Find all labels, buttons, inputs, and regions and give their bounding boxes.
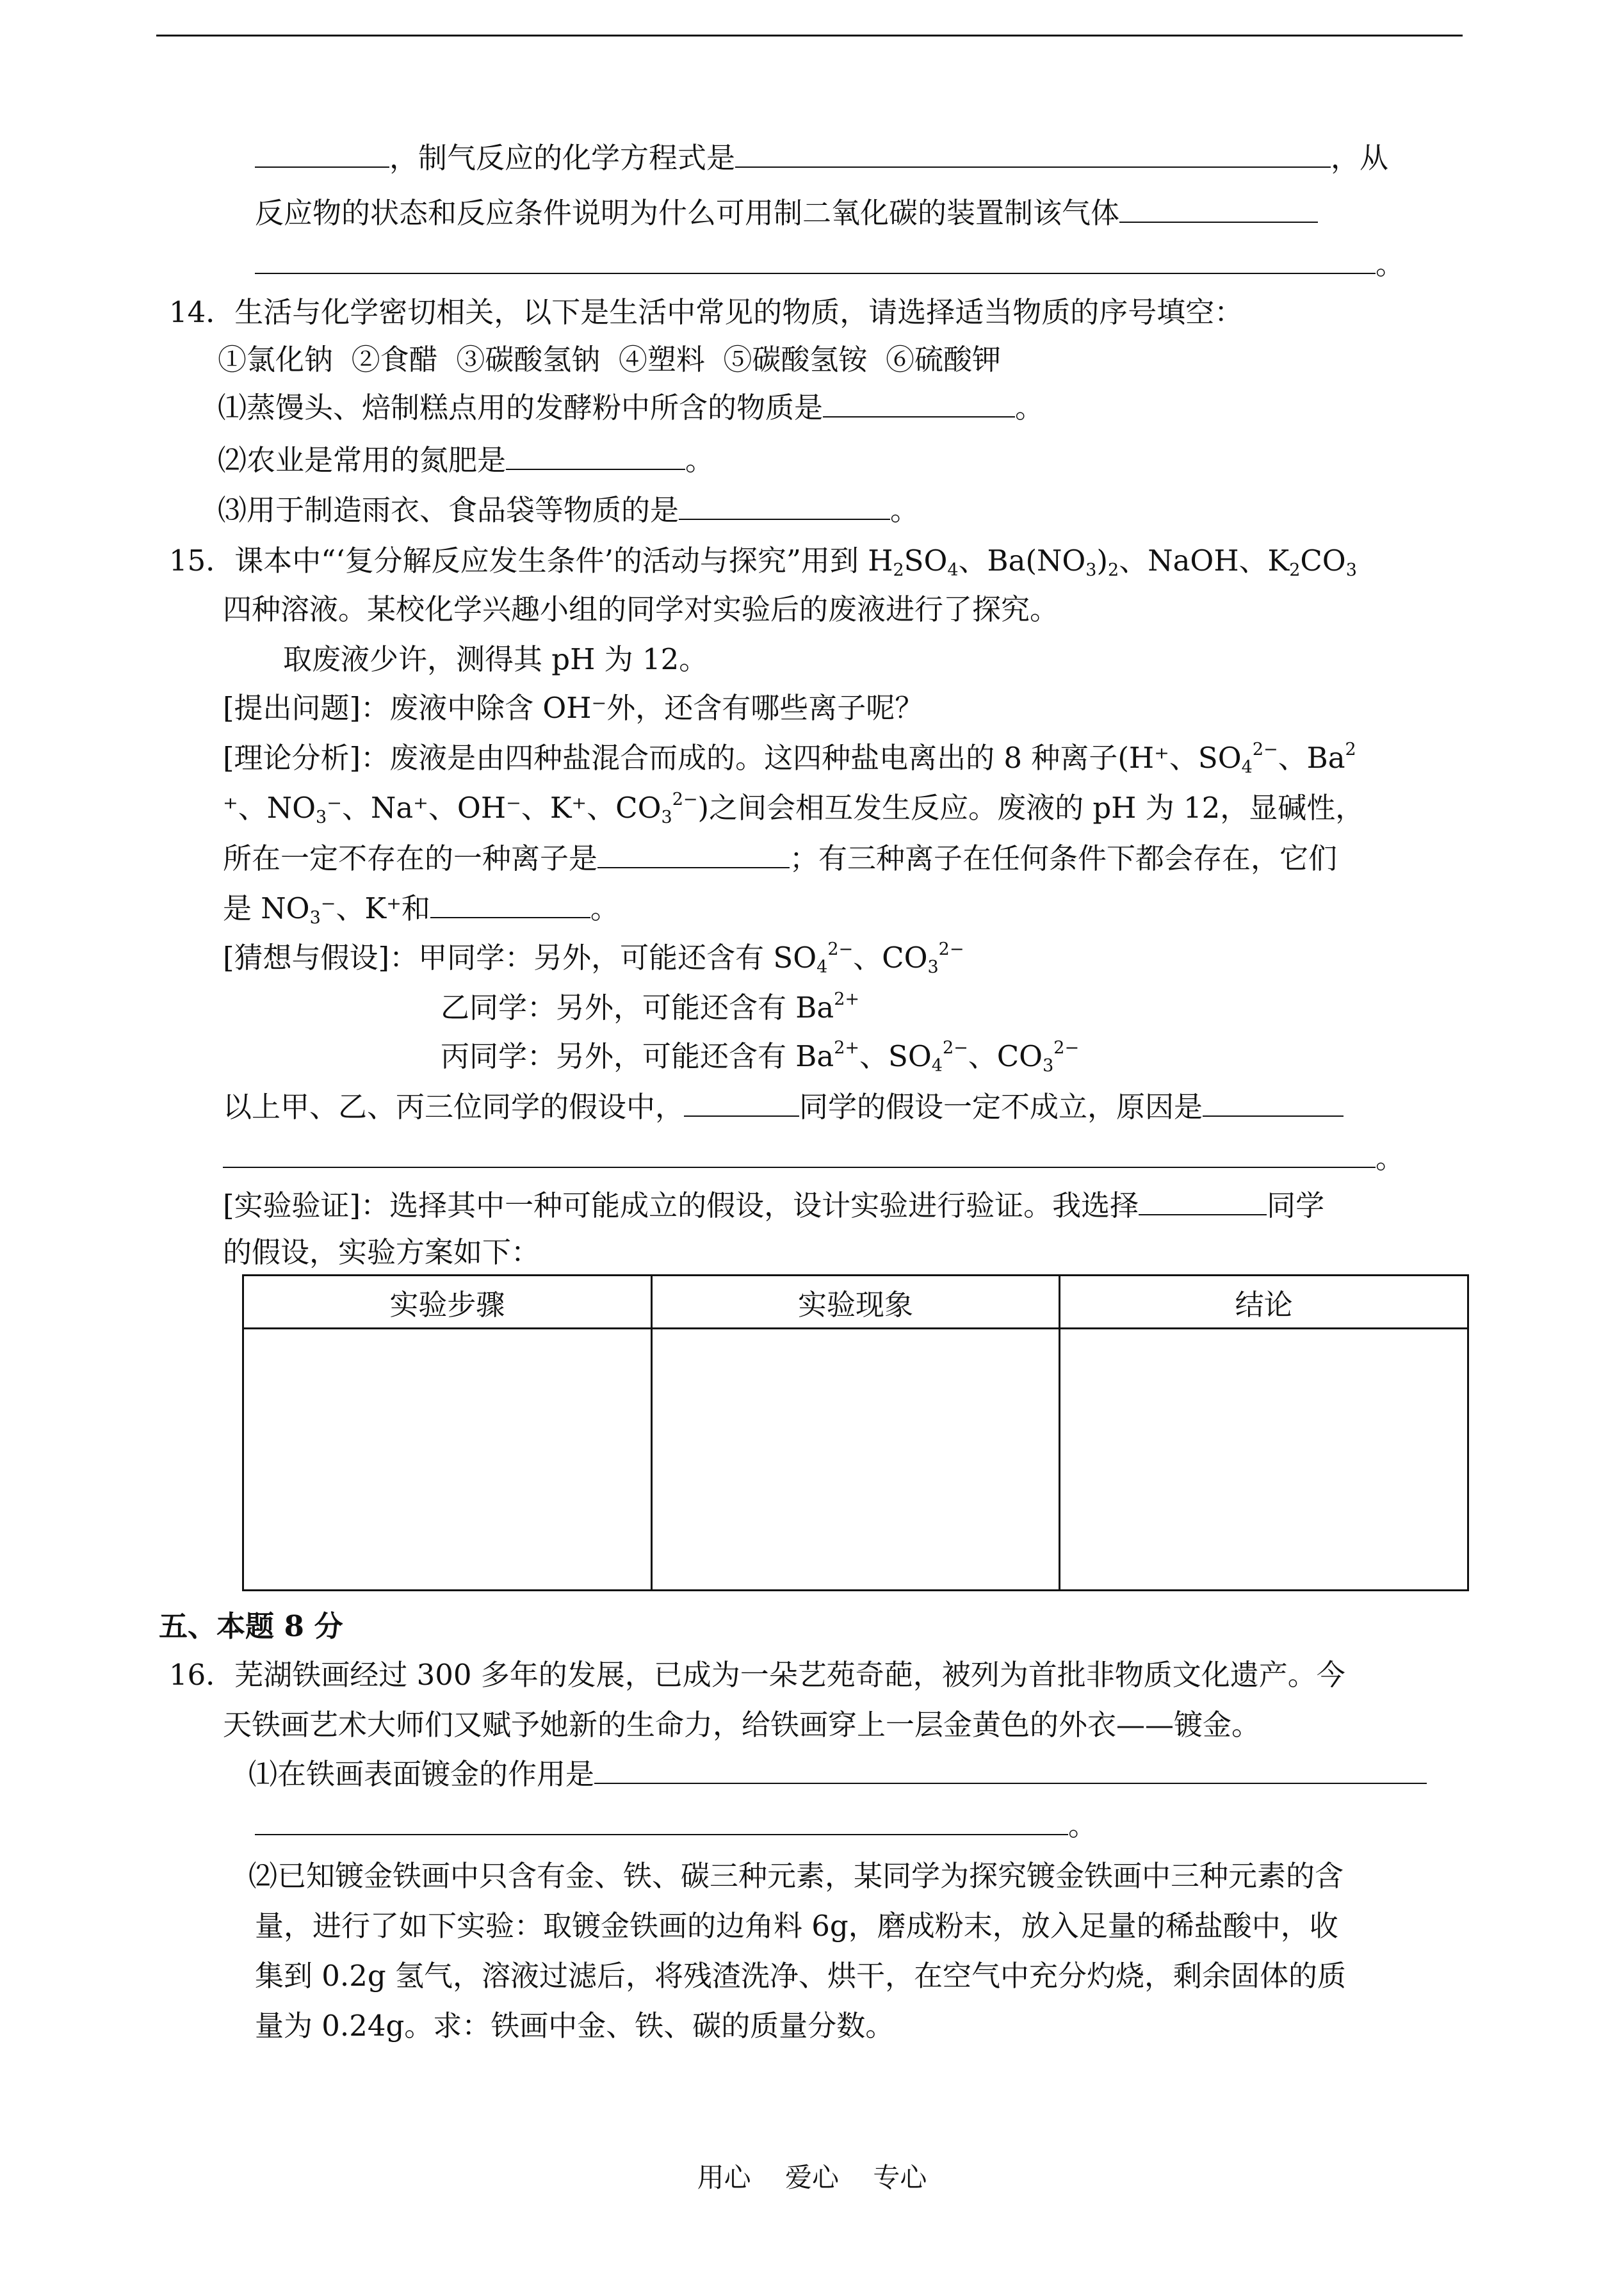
section-5-title: 五、本题 8 分 [159, 1609, 343, 1643]
q15-line-1: 15．课本中“‘复分解反应发生条件’的活动与探究”用到 $H_2SO_4$、$Ba(NO_3)_2$、NaOH、$K_2CO_3$ [169, 544, 1357, 581]
answer-blank[interactable] [1139, 1186, 1267, 1215]
q16-line-1: 16．芜湖铁画经过 300 多年的发展，已成为一朵艺苑奇葩，被列为首批非物质文化遗产。今 [169, 1658, 1345, 1692]
header-rule [156, 35, 1463, 36]
answer-blank[interactable] [823, 388, 1015, 418]
q13-line-1: ，制气反应的化学方程式是 ，从 [255, 138, 1388, 177]
q15-judgement: 以上甲、乙、丙三位同学的假设中， 同学的假设一定不成立，原因是 [223, 1087, 1344, 1126]
q15-question: [提出问题]：废液中除含 OH⁻外，还含有哪些离子呢？ [223, 691, 924, 725]
table-header-conclusion: 结论 [1060, 1276, 1468, 1329]
q16-sub-2-line-1: ⑵已知镀金铁画中只含有金、铁、碳三种元素，某同学为探究镀金铁画中三种元素的含 [248, 1859, 1344, 1893]
table-row [243, 1329, 1468, 1591]
q16-sub-2-line-4: 量为 0.24g。求：铁画中金、铁、碳的质量分数。 [255, 2009, 895, 2043]
q15-analysis-4: 是 $NO_3^-$、K⁺和 。 [223, 889, 619, 927]
q16-sub-2-line-2: 量，进行了如下实验：取镀金铁画的边角料 6g，磨成粉末，放入足量的稀盐酸中，收 [255, 1909, 1338, 1943]
answer-blank[interactable] [255, 138, 389, 168]
table-header-row [243, 1276, 1468, 1329]
q15-reason-line: 。 [223, 1139, 1404, 1177]
q16-sub-2-line-3: 集到 0.2g 氢气，溶液过滤后，将残渣洗净、烘干，在空气中充分灼烧，剩余固体的质 [255, 1959, 1346, 1993]
q14-options: ①氯化钠 ②食醋 ③碳酸氢钠 ④塑料 ⑤碳酸氢铵 ⑥硫酸钾 [218, 343, 1002, 377]
answer-blank[interactable] [735, 138, 1331, 168]
answer-blank[interactable] [255, 245, 1376, 274]
q14-stem: 14．生活与化学密切相关，以下是生活中常见的物质，请选择适当物质的序号填空： [169, 295, 1244, 329]
table-cell-steps[interactable] [243, 1329, 652, 1591]
q15-hypothesis-2: 乙同学：另外，可能还含有 $Ba^{2+}$ [441, 989, 860, 1025]
q13-line-3: 。 [255, 245, 1404, 283]
answer-blank[interactable] [594, 1755, 1427, 1784]
answer-blank[interactable] [1203, 1087, 1344, 1117]
q15-line-2: 四种溶液。某校化学兴趣小组的同学对实验后的废液进行了探究。 [223, 592, 1059, 626]
answer-blank[interactable] [430, 889, 590, 918]
q15-hypothesis-1: [猜想与假设]：甲同学：另外，可能还含有 $SO_4^{2-}$、$CO_3^{2-}$ [223, 939, 964, 978]
q15-analysis-3: 所在一定不存在的一种离子是 ；有三种离子在任何条件下都会存在，它们 [223, 839, 1337, 877]
q16-line-2: 天铁画艺术大师们又赋予她新的生命力，给铁画穿上一层金黄色的外衣——镀金。 [223, 1708, 1261, 1742]
table-cell-conclusion[interactable] [1060, 1329, 1468, 1591]
answer-blank[interactable] [223, 1139, 1376, 1168]
q14-sub-1: ⑴蒸馒头、焙制糕点用的发酵粉中所含的物质是 。 [218, 388, 1044, 426]
q15-verification: [实验验证]：选择其中一种可能成立的假设，设计实验进行验证。我选择 同学 [223, 1186, 1324, 1224]
answer-blank[interactable] [506, 441, 685, 470]
q15-analysis-2: ⁺、$NO_3^-$、Na⁺、OH⁻、K⁺、$CO_3^{2-}$)之间会相互发生反应。废液的 pH 为 12，显碱性， [223, 789, 1365, 828]
q15-hypothesis-3: 丙同学：另外，可能还含有 $Ba^{2+}$、$SO_4^{2-}$、$CO_3^{2-}$ [441, 1037, 1080, 1076]
q15-plan-intro: 的假设，实验方案如下： [223, 1235, 540, 1269]
answer-blank[interactable] [684, 1087, 799, 1117]
q14-sub-3: ⑶用于制造雨衣、食品袋等物质的是 。 [218, 491, 919, 529]
q15-line-3: 取废液少许，测得其 pH 为 12。 [283, 642, 708, 676]
page-footer: 用心 爱心 专心 [697, 2162, 927, 2193]
answer-blank[interactable] [597, 839, 790, 868]
q16-sub-1: ⑴在铁画表面镀金的作用是 [248, 1755, 1427, 1793]
q16-sub-1-line-2: 。 [255, 1806, 1097, 1844]
answer-blank[interactable] [1119, 193, 1318, 223]
table-header-phenomena: 实验现象 [651, 1276, 1060, 1329]
table-header-steps: 实验步骤 [243, 1276, 652, 1329]
experiment-table [242, 1274, 1469, 1591]
answer-blank[interactable] [679, 491, 890, 520]
q14-sub-2: ⑵农业是常用的氮肥是 。 [218, 441, 714, 479]
q13-line-2: 反应物的状态和反应条件说明为什么可用制二氧化碳的装置制该气体 [255, 193, 1318, 232]
q15-analysis-1: [理论分析]：废液是由四种盐混合而成的。这四种盐电离出的 8 种离子(H⁺、$SO_4^{2-}$、Ba$^2$ [223, 739, 1356, 778]
answer-blank[interactable] [255, 1806, 1068, 1835]
table-cell-phenomena[interactable] [651, 1329, 1060, 1591]
